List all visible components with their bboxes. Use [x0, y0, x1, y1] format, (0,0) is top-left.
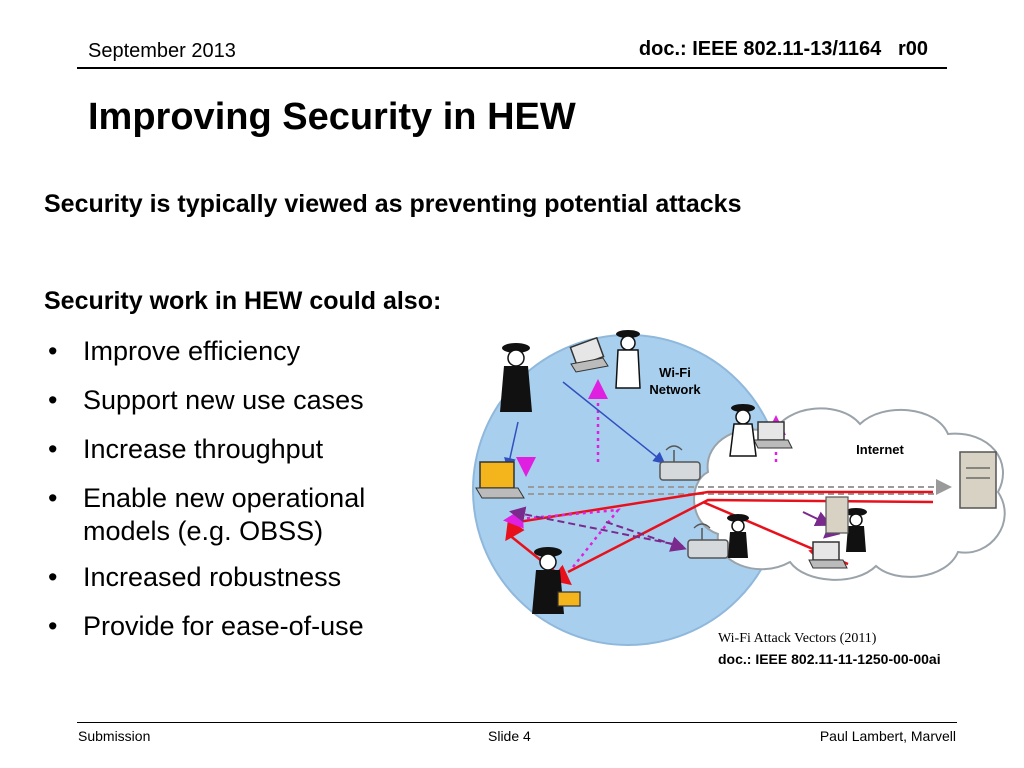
bullet-item: • Increased robustness: [44, 561, 444, 594]
slide-title: Improving Security in HEW: [88, 96, 576, 138]
server-icon: [826, 497, 848, 533]
bullet-item: • Improve efficiency: [44, 335, 444, 368]
header-date: September 2013: [88, 40, 236, 62]
bullet-item: • Enable new operational models (e.g. OBSS): [44, 482, 444, 548]
internet-label: Internet: [856, 442, 904, 457]
header-doc-id: doc.: IEEE 802.11-13/1164 r00: [638, 38, 928, 60]
footer-slide-number: Slide 4: [488, 728, 531, 744]
header-rule: [77, 67, 947, 69]
footer-author: Paul Lambert, Marvell: [819, 728, 956, 744]
bullet-item: • Increase throughput: [44, 433, 444, 466]
wifi-network-label: Wi-Fi: [659, 365, 691, 380]
wifi-network-label: Network: [649, 382, 701, 397]
bullet-item: • Provide for ease-of-use: [44, 610, 444, 643]
figure-caption: Wi-Fi Attack Vectors (2011): [718, 631, 877, 646]
bullet-item: • Support new use cases: [44, 384, 444, 417]
attacker-figure-icon: [500, 343, 532, 412]
figure-reference: doc.: IEEE 802.11-11-1250-00-00ai: [718, 651, 941, 667]
attack-vector-diagram: [468, 322, 1014, 652]
server-icon: [960, 452, 996, 508]
footer-rule: [77, 722, 957, 723]
footer-submission: Submission: [78, 728, 151, 744]
lead-statement: Security is typically viewed as preventing potential attacks: [44, 190, 742, 218]
lead-subheading: Security work in HEW could also:: [44, 287, 442, 315]
attacker-figure-icon: [727, 514, 749, 558]
bullet-list: [44, 335, 444, 659]
